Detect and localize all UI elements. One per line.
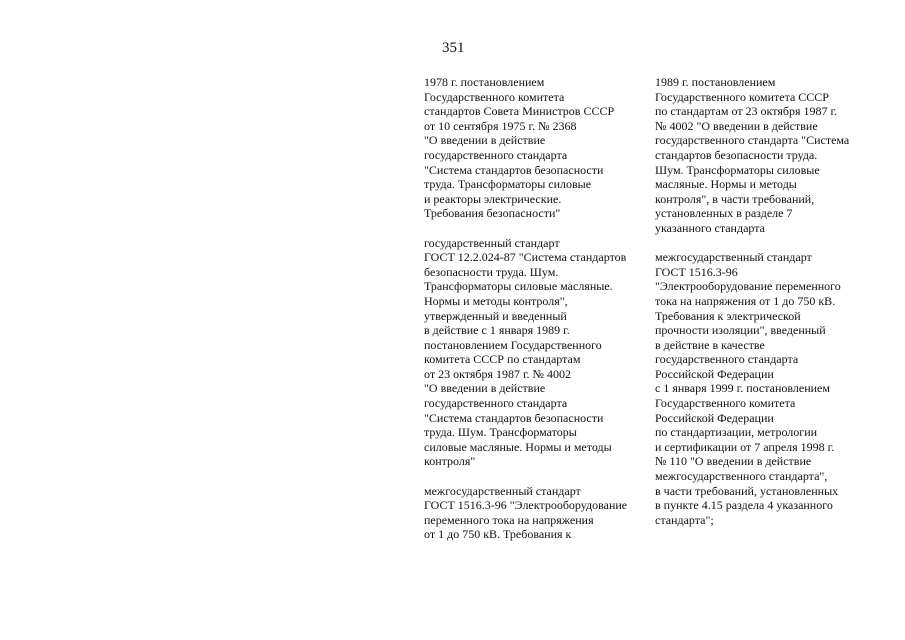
text-line: в части требований, установленных	[655, 483, 839, 498]
left-column	[424, 75, 627, 542]
paragraph	[655, 250, 849, 527]
text-line: труда. Трансформаторы силовые	[424, 177, 592, 192]
right-column	[655, 75, 849, 527]
text-line: по стандартизации, метрологии	[655, 425, 818, 440]
text-line: государственного стандарта	[424, 147, 568, 162]
text-line: Требования к электрической	[655, 308, 801, 323]
text-line: государственный стандарт	[424, 235, 560, 250]
text-line: 1978 г. постановлением	[424, 75, 545, 89]
text-line: ГОСТ 1516.3-96	[655, 264, 738, 279]
text-line: государственного стандарта "Система	[655, 133, 850, 148]
text-line: и сертификации от 7 апреля 1998 г.	[655, 439, 835, 454]
text-line: государственного стандарта	[655, 352, 799, 367]
text-line: от 1 до 750 кВ. Требования к	[424, 527, 572, 542]
text-line: и реакторы электрические.	[424, 191, 562, 206]
text-line: по стандартам от 23 октября 1987 г.	[655, 104, 838, 119]
text-line: переменного тока на напряжения	[424, 512, 594, 527]
text-line: Российской Федерации	[655, 366, 774, 381]
text-line: "Электрооборудование переменного	[655, 279, 841, 294]
paragraph	[424, 75, 627, 221]
text-line: 1989 г. постановлением	[655, 75, 776, 89]
text-line: с 1 января 1999 г. постановлением	[655, 381, 830, 396]
text-line: "О введении в действие	[424, 381, 546, 396]
text-line: Трансформаторы силовые масляные.	[424, 279, 613, 294]
text-line: от 10 сентября 1975 г. № 2368	[424, 118, 577, 133]
text-line: Требования безопасности"	[424, 206, 561, 221]
text-line: № 4002 "О введении в действие	[655, 118, 818, 133]
text-line: контроля"	[424, 454, 476, 469]
text-line: Государственного комитета	[655, 396, 796, 411]
text-line: ГОСТ 12.2.024-87 "Система стандартов	[424, 250, 627, 265]
text-line: в действие с 1 января 1989 г.	[424, 323, 570, 338]
text-line: Государственного комитета СССР	[655, 89, 829, 104]
text-line: "Система стандартов безопасности	[424, 162, 604, 177]
text-line: № 110 "О введении в действие	[655, 454, 812, 469]
text-line: контроля", в части требований,	[655, 191, 815, 206]
text-line: установленных в разделе 7	[655, 206, 793, 221]
text-line: государственного стандарта	[424, 396, 568, 411]
text-line: указанного стандарта	[655, 220, 765, 235]
paragraph	[424, 236, 627, 470]
page-number: 351	[442, 40, 465, 56]
paragraph-gap	[424, 221, 627, 236]
text-line: Российской Федерации	[655, 410, 774, 425]
text-line: ГОСТ 1516.3-96 "Электрооборудование	[424, 498, 628, 513]
paragraph	[655, 75, 849, 236]
text-line: стандарта";	[655, 512, 714, 527]
text-line: труда. Шум. Трансформаторы	[424, 425, 577, 440]
text-line: стандартов безопасности труда.	[655, 147, 818, 162]
paragraph-gap	[655, 236, 849, 251]
text-line: в пункте 4.15 раздела 4 указанного	[655, 498, 833, 513]
text-line: межгосударственного стандарта",	[655, 469, 828, 484]
text-line: межгосударственный стандарт	[424, 483, 581, 498]
text-line: Шум. Трансформаторы силовые	[655, 162, 820, 177]
text-line: "О введении в действие	[424, 133, 546, 148]
text-line: постановлением Государственного	[424, 337, 602, 352]
text-line: масляные. Нормы и методы	[655, 177, 797, 192]
paragraph	[424, 484, 627, 542]
text-line: стандартов Совета Министров СССР	[424, 104, 615, 119]
text-line: Государственного комитета	[424, 89, 565, 104]
text-line: силовые масляные. Нормы и методы	[424, 439, 612, 454]
text-line: прочности изоляции", введенный	[655, 323, 826, 338]
text-line: в действие в качестве	[655, 337, 765, 352]
text-line: тока на напряжения от 1 до 750 кВ.	[655, 293, 836, 308]
text-line: "Система стандартов безопасности	[424, 410, 604, 425]
text-line: Нормы и методы контроля",	[424, 293, 568, 308]
text-line: межгосударственный стандарт	[655, 250, 812, 265]
text-line: безопасности труда. Шум.	[424, 264, 559, 279]
text-line: комитета СССР по стандартам	[424, 352, 581, 367]
paragraph-gap	[424, 469, 627, 484]
text-line: утвержденный и введенный	[424, 308, 567, 323]
text-line: от 23 октября 1987 г. № 4002	[424, 366, 572, 381]
